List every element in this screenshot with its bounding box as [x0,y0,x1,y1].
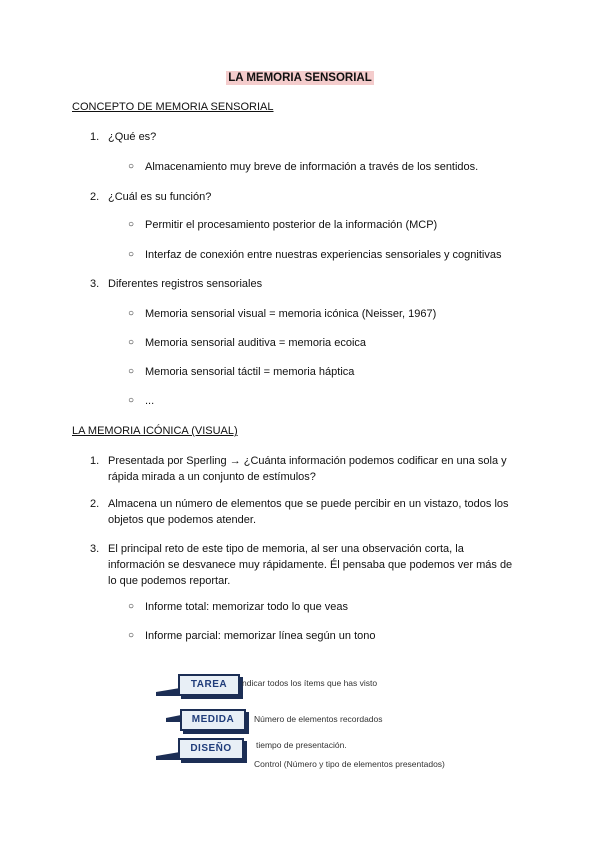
bullet-text: Permitir el procesamiento posterior de la información (MCP) [145,219,438,231]
item-text: ¿Cuál es su función? [108,191,212,203]
figure-text: Control (Número y tipo de elementos presentados) [254,759,445,769]
bullet-marker: ○ [128,630,135,641]
item-text: Diferentes registros sensoriales [108,278,263,290]
bullet-text: ... [145,395,155,407]
bullet-text: Almacenamiento muy breve de información a través de los sentidos. [145,161,479,173]
bullet-text: Memoria sensorial táctil = memoria háptica [145,366,355,378]
item-number: 2. [90,498,100,510]
item-text: ¿Qué es? [108,131,157,143]
page-title: LA MEMORIA SENSORIAL [228,72,372,84]
bullet-text: Memoria sensorial auditiva = memoria ecoica [145,337,367,349]
sperling-diagram [150,668,480,778]
bullet-marker: ○ [128,308,135,319]
section-heading-concepto: CONCEPTO DE MEMORIA SENSORIAL [72,101,274,113]
bullet-text: Informe total: memorizar todo lo que veas [145,601,348,613]
bullet-marker: ○ [128,161,135,172]
item-number: 2. [90,191,100,203]
bullet-marker: ○ [128,337,135,348]
bullet-text: Interfaz de conexión entre nuestras experiencias sensoriales y cognitivas [145,249,502,261]
badge-medida: MEDIDA [180,709,246,731]
figure-text: tiempo de presentación. [256,740,347,750]
bullet-marker: ○ [128,395,135,406]
badge-diseno: DISEÑO [178,738,244,760]
item-number: 1. [90,131,100,143]
bullet-marker: ○ [128,249,135,260]
item-number: 3. [90,278,100,290]
bullet-marker: ○ [128,601,135,612]
item-text: Presentada por Sperling → ¿Cuánta información podemos codificar en una sola y rápida mirada a un conjunto de estímulos? [108,455,507,483]
figure-text: ndicar todos los ítems que has visto [242,678,378,688]
bullet-text: Informe parcial: memorizar línea según un tono [145,630,376,642]
figure-text: Número de elementos recordados [254,714,383,724]
bullet-marker: ○ [128,219,135,230]
bullet-marker: ○ [128,366,135,377]
section-heading-iconica: LA MEMORIA ICÓNICA (VISUAL) [72,425,238,437]
badge-tarea: TAREA [178,674,240,696]
item-number: 1. [90,455,100,467]
bullet-text: Memoria sensorial visual = memoria icónica (Neisser, 1967) [145,308,437,320]
item-number: 3. [90,543,100,555]
item-text: El principal reto de este tipo de memoria, al ser una observación corta, la información se desvanece muy rápidamente. Él pensaba que podemos ver más de lo que podemos reportar. [108,543,513,587]
item-text: Almacena un número de elementos que se puede percibir en un vistazo, todos los objetos que podemos atender. [108,498,509,526]
